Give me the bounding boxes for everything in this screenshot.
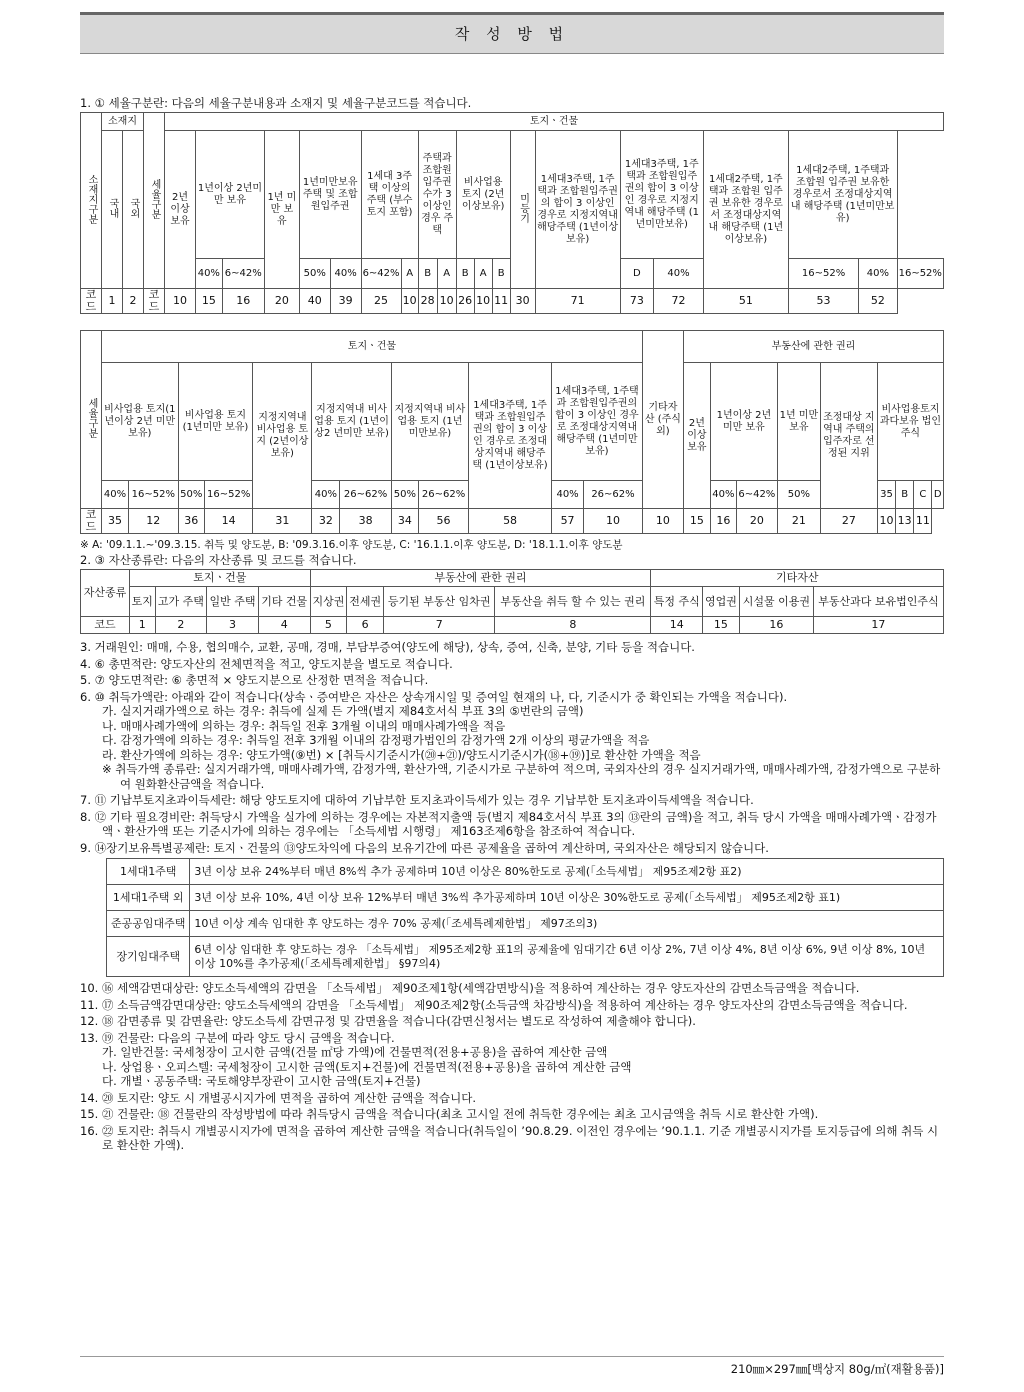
rate-cell: 40% <box>102 481 129 509</box>
col-header: 1년미만보유 주택 및 조합원입주권 <box>299 131 361 259</box>
code-cell: 12 <box>129 509 179 534</box>
deduction-rule: 3년 이상 보유 24%부터 매년 8%씩 추가 공제하며 10년 이상은 80%한도로 공제(「소득세법」 제95조제2항 표2) <box>190 859 944 885</box>
code-cell: 20 <box>264 289 299 314</box>
rate-cell: 50% <box>178 481 204 509</box>
col-header: 1년 미만 보유 <box>777 363 820 481</box>
code-cell: 15 <box>196 289 223 314</box>
deduction-rule: 3년 이상 보유 10%, 4년 이상 보유 12%부터 매년 3%씩 추가공제하며 10년 이상은 30%한도로 공제(「소득세법」 제95조제2항 표1) <box>190 885 944 911</box>
rate-cell: 26~62% <box>584 481 643 509</box>
rate-cell: 16~52% <box>897 259 943 289</box>
code-cell: 3 <box>207 617 259 634</box>
code-cell: 26 <box>456 289 474 314</box>
col-header: 시설물 이용권 <box>739 587 813 617</box>
code-cell: 6 <box>347 617 384 634</box>
col-header: 전세권 <box>347 587 384 617</box>
rate-cell: 50% <box>777 481 820 509</box>
header-location-type: 소재지구분 <box>81 113 102 289</box>
instruction-item: 4. ⑥ 총면적란: 양도자산의 전체면적을 적고, 양도지분을 별도로 적습니다. <box>80 656 453 671</box>
deduction-type: 장기임대주택 <box>107 937 190 977</box>
col-header: 지정지역내 비사업용 토지 (1년미만보유) <box>391 363 468 481</box>
col-header: 지정지역내 비사업용 토지 (2년이상 보유) <box>253 363 312 509</box>
col-header: 영업권 <box>703 587 740 617</box>
code-cell: 25 <box>361 289 401 314</box>
instruction-item: 6. ⑩ 취득가액란: 아래와 같이 적습니다(상속ㆍ증여받은 자산은 상속개시일 및 증여일 현재의 나, 다, 기준시가 중 확인되는 가액을 적습니다). <box>80 689 788 704</box>
header-group: 토지ㆍ건물 <box>130 570 311 587</box>
code-cell: 16 <box>739 617 813 634</box>
code-cell: 31 <box>253 509 312 534</box>
col-header: 부동산을 취득 할 수 있는 권리 <box>495 587 651 617</box>
rate-cell: B <box>896 481 914 509</box>
instruction-subitem: 나. 매매사례가액에 의하는 경우: 취득일 전후 3개월 이내의 매매사례가액을 적음 <box>102 718 506 733</box>
col-header: 비사업용토지 과다보유 법인주식 <box>877 363 943 481</box>
asset-type-table <box>80 569 944 634</box>
header-real-estate-rights: 부동산에 관한 권리 <box>683 331 943 363</box>
instruction-subitem: ※ 취득가액 종류란: 실지거래가액, 매매사례가액, 감정가액, 환산가액, 기준시가로 구분하여 적으며, 국외자산의 경우 실지거래가액, 매매사례가액, 감정가액으로 구분하여 원화환산금액을 적습니다. <box>102 762 941 791</box>
col-header: 토지 <box>130 587 156 617</box>
header-other-assets: 기타자산 (주식외) <box>642 331 683 509</box>
rate-cell: 16~52% <box>788 259 858 289</box>
code-cell: 16 <box>222 289 264 314</box>
instruction-item: 9. ⑭장기보유특별공제란: 토지ㆍ건물의 ⑬양도차익에 다음의 보유기간에 따른 공제율을 곱하여 계산하며, 국외자산은 해당되지 않습니다. <box>80 840 769 855</box>
code-cell: 28 <box>418 289 437 314</box>
page-title: 작 성 방 법 <box>80 12 944 54</box>
code-cell: 7 <box>384 617 495 634</box>
rate-cell: A <box>401 259 418 289</box>
rate-cell: 40% <box>196 259 223 289</box>
code-cell: 73 <box>620 289 653 314</box>
header-domestic: 국내 <box>102 131 123 289</box>
code-cell: 15 <box>683 509 710 534</box>
code-cell: 32 <box>312 509 340 534</box>
header-foreign: 국외 <box>123 131 144 289</box>
code-cell: 13 <box>896 509 914 534</box>
instruction-item: 10. ⑯ 세액감면대상란: 양도소득세액의 감면을 「소득세법」 제90조제1항(세액감면방식)을 적용하여 계산하는 경우 양도자산의 감면소득금액을 적습니다. <box>80 981 860 995</box>
code-cell: 5 <box>310 617 347 634</box>
code-cell: 10 <box>165 289 196 314</box>
code-label: 코드 <box>81 617 130 634</box>
code-cell: 1 <box>130 617 156 634</box>
instruction-item: 16. ㉒ 토지란: 취득시 개별공시지가에 면적을 곱하여 계산한 금액을 적습니다(취득일이 ’90.8.29. 이전인 경우에는 ’90.1.1. 기준 개별공시지가를 토지등급에 의해 취득 시로 환산한 가액). <box>80 1123 939 1152</box>
instruction-item: 12. ⑱ 감면종류 및 감면율란: 양도소득세 감면규정 및 감면율을 적습니다(감면신청서는 별도로 작성하여 제출해야 합니다). <box>80 1014 696 1028</box>
tax-rate-table-2 <box>80 330 944 534</box>
code-cell: 71 <box>535 289 620 314</box>
col-header: 1세대 3주택 이상의 주택 (부수 토지 포함) <box>361 131 418 259</box>
col-header: 1세대3주택, 1주택과 조합원입주권의 합이 3 이상인 경우로 지정지역내 해당주택 (1년이상보유) <box>535 131 620 289</box>
date-note: ※ A: '09.1.1.~'09.3.15. 취득 및 양도분, B: '09.3.16.이후 양도분, C: '16.1.1.이후 양도분, D: '18.1.1.이후 양도분 <box>80 539 623 551</box>
code-cell: 72 <box>654 289 704 314</box>
instruction-subitem: 다. 개별ㆍ공동주택: 국토해양부장관이 고시한 금액(토지+건물) <box>102 1074 421 1088</box>
code-cell: 15 <box>703 617 740 634</box>
col-header: 미등기 <box>510 131 535 289</box>
col-header: 1세대2주택, 1주택과 조합원 입주권 보유한 경우로서 조정대상지역 내 해당주택 (1년이상보유) <box>703 131 788 289</box>
code-cell: 8 <box>495 617 651 634</box>
col-header: 부동산과다 보유법인주식 <box>813 587 943 617</box>
rate-cell: C <box>914 481 932 509</box>
rate-cell: 40% <box>312 481 340 509</box>
code-cell: 10 <box>401 289 418 314</box>
col-header: 1년이상 2년미만 보유 <box>196 131 265 259</box>
deduction-type: 1세대1주택 외 <box>107 885 190 911</box>
code-cell: 57 <box>552 509 584 534</box>
instruction-subitem: 가. 실지거래가액으로 하는 경우: 취득에 실제 든 가액(별지 제84호서식 부표 3의 ⑤번란의 금액) <box>102 704 584 718</box>
header-tax-type: 세율구분 <box>144 113 165 289</box>
col-header: 2년 이상 보유 <box>683 363 710 509</box>
code-cell: 40 <box>299 289 330 314</box>
deduction-rule: 10년 이상 계속 임대한 후 양도하는 경우 70% 공제(「조세특례제한법」 제97조의3) <box>190 911 944 937</box>
col-header: 기타 건물 <box>258 587 310 617</box>
rate-cell: 26~62% <box>340 481 391 509</box>
code-cell: 10 <box>437 289 456 314</box>
code-cell: 16 <box>710 509 736 534</box>
code-cell: 10 <box>474 289 492 314</box>
rate-cell: B <box>492 259 510 289</box>
code-cell: 17 <box>813 617 943 634</box>
code-cell: 30 <box>510 289 535 314</box>
rate-cell: 40% <box>859 259 897 289</box>
instruction-item: 8. ⑫ 기타 필요경비란: 취득당시 가액을 실가에 의하는 경우에는 자본적지출액 등(별지 제84호서식 부표 3의 ⑬란의 금액)을 적고, 취득 당시 가액을 매매사례가액ㆍ감정가액ㆍ환산가액 또는 기준시가에 의하는 경우에는 「소득세법 시행령」 제163조제6항을 참조하여 적습니다. <box>80 809 937 838</box>
code-cell: 10 <box>877 509 895 534</box>
code-cell: 52 <box>859 289 897 314</box>
instruction-item: 5. ⑦ 양도면적란: ⑥ 총면적 × 양도지분으로 산정한 면적을 적습니다. <box>80 673 429 687</box>
code-label: 코드 <box>81 289 102 314</box>
code-label: 코드 <box>81 509 102 534</box>
rate-cell: 40% <box>654 259 704 289</box>
code-cell: 20 <box>736 509 777 534</box>
rate-cell: A <box>474 259 492 289</box>
code-cell: 21 <box>777 509 820 534</box>
instruction-subitem: 가. 일반건물: 국세청장이 고시한 금액(건물 ㎡당 가액)에 건물면적(전용+공용)을 곱하여 계산한 금액 <box>102 1045 608 1059</box>
rate-cell: 35 <box>877 481 895 509</box>
tax-rate-table-1 <box>80 112 944 314</box>
col-header: 고가 주택 <box>155 587 207 617</box>
col-header: 1년이상 2년미만 보유 <box>710 363 777 481</box>
rate-cell: 50% <box>299 259 330 289</box>
col-header: 조정대상 지역내 주택의 입주자로 선정된 지위 <box>820 363 877 509</box>
instruction-item: 3. 거래원인: 매매, 수용, 협의매수, 교환, 공매, 경매, 부담부증여(양도에 해당), 상속, 증여, 신축, 분양, 기타 등을 적습니다. <box>80 640 695 654</box>
rate-cell: D <box>620 259 653 289</box>
code-cell: 38 <box>340 509 391 534</box>
code-cell: 10 <box>642 509 683 534</box>
code-cell: 34 <box>391 509 418 534</box>
paper-spec-footer: 210㎜×297㎜[백상지 80g/㎡(재활용품)] <box>80 1356 944 1377</box>
form-page <box>80 12 944 1153</box>
rate-cell: 6~42% <box>361 259 401 289</box>
deduction-type: 준공공임대주택 <box>107 911 190 937</box>
header-asset-kind: 자산종류 <box>81 570 130 617</box>
code-cell: 14 <box>651 617 703 634</box>
code-cell: 10 <box>584 509 643 534</box>
instruction-subitem: 나. 상업용ㆍ오피스텔: 국세청장이 고시한 금액(토지+건물)에 건물면적(전용+공용)을 곱하여 계산한 금액 <box>102 1059 632 1074</box>
instructions <box>80 640 944 855</box>
rate-cell: 26~62% <box>419 481 469 509</box>
instruction-item: 14. ⑳ 토지란: 양도 시 개별공시지가에 면적을 곱하여 계산한 금액을 적습니다. <box>80 1090 477 1105</box>
header-group: 부동산에 관한 권리 <box>310 570 651 587</box>
long-term-deduction-table <box>106 858 944 977</box>
instruction-item: 15. ㉑ 건물란: ⑱ 건물란의 작성방법에 따라 취득당시 금액을 적습니다(최초 고시일 전에 취득한 경우에는 최초 고시금액을 취득 시로 환산한 가액). <box>80 1107 819 1121</box>
rate-cell: 6~42% <box>222 259 264 289</box>
code-cell: 2 <box>123 289 144 314</box>
col-header: 특정 주식 <box>651 587 703 617</box>
col-header: 1세대2주택, 1주택과 조합원 입주권 보유한 경우로서 조정대상지역 내 해당주택 (1년미만보유) <box>788 131 897 259</box>
header-tax-type: 세율구분 <box>81 331 102 509</box>
code-cell: 27 <box>820 509 877 534</box>
rate-cell: 16~52% <box>204 481 252 509</box>
col-header: 1세대3주택, 1주택과 조합원입주권의 합이 3 이상인 경우로 조정대상지역내 해당주택 (1년미만보유) <box>552 363 643 481</box>
rate-cell: 50% <box>391 481 418 509</box>
header-land-building: 토지ㆍ건물 <box>102 331 643 363</box>
instruction-item: 13. ⑲ 건물란: 다음의 구분에 따라 양도 당시 금액을 적습니다. <box>80 1030 395 1045</box>
code-cell: 11 <box>914 509 932 534</box>
rate-cell: B <box>456 259 474 289</box>
col-header: 1년 미만 보유 <box>264 131 299 289</box>
code-cell: 58 <box>469 509 552 534</box>
code-cell: 1 <box>102 289 123 314</box>
rate-cell: 40% <box>330 259 361 289</box>
rate-cell: 40% <box>710 481 736 509</box>
instructions-2 <box>80 981 944 1153</box>
code-cell: 35 <box>102 509 129 534</box>
instruction-subitem: 라. 환산가액에 의하는 경우: 양도가액(⑨번) × [취득시기준시가(⑳+㉑)/양도시기준시가(⑱+⑲)]로 환산한 가액을 적음 <box>102 747 701 762</box>
header-group: 기타자산 <box>651 570 944 587</box>
code-cell: 53 <box>788 289 858 314</box>
rate-cell: A <box>437 259 456 289</box>
col-header: 일반 주택 <box>207 587 259 617</box>
code-cell: 11 <box>492 289 510 314</box>
col-header: 비사업용 토지 (2년이상보유) <box>456 131 510 259</box>
col-header: 비사업용 토지 (1년미만 보유) <box>178 363 253 481</box>
section-1-heading: 1. ① 세율구분란: 다음의 세율구분내용과 소재지 및 세율구분코드를 적습니다. <box>80 96 472 110</box>
col-header: 2년 이상 보유 <box>165 131 196 289</box>
code-cell: 39 <box>330 289 361 314</box>
col-header: 지정지역내 비사업용 토지 (1년이상2 년미만 보유) <box>312 363 391 481</box>
rate-cell: 6~42% <box>736 481 777 509</box>
deduction-type: 1세대1주택 <box>107 859 190 885</box>
rate-cell: 16~52% <box>129 481 179 509</box>
deduction-rule: 6년 이상 임대한 후 양도하는 경우 「소득세법」 제95조제2항 표1의 공제율에 임대기간 6년 이상 2%, 7년 이상 4%, 8년 이상 6%, 9년 이상 8%, 10년 이상 10%를 추가공제(「조세특례제한법」 §97의4) <box>190 937 944 977</box>
header-location: 소재지 <box>102 113 144 131</box>
code-cell: 코드 <box>144 289 165 314</box>
code-cell: 4 <box>258 617 310 634</box>
rate-cell: B <box>418 259 437 289</box>
rate-cell: 40% <box>552 481 584 509</box>
col-header: 비사업용 토지(1년이상 2년 미만보유) <box>102 363 179 481</box>
code-cell: 14 <box>204 509 252 534</box>
rate-cell: D <box>932 481 944 509</box>
col-header: 등기된 부동산 임차권 <box>384 587 495 617</box>
code-cell: 36 <box>178 509 204 534</box>
instruction-item: 7. ⑪ 기납부토지초과이득세란: 해당 양도토지에 대하여 기납부한 토지초과이득세가 있는 경우 기납부한 토지초과이득세액을 적습니다. <box>80 793 754 807</box>
col-header: 1세대3주택, 1주택과 조합원입주권의 합이 3 이상인 경우로 지정지역내 해당주택 (1년미만보유) <box>620 131 703 259</box>
col-header: 1세대3주택, 1주택과 조합원입주권의 합이 3 이상인 경우로 조정대상지역내 해당주택 (1년이상보유) <box>469 363 552 509</box>
section-2-heading: 2. ③ 자산종류란: 다음의 자산종류 및 코드를 적습니다. <box>80 553 357 567</box>
col-header: 지상권 <box>310 587 347 617</box>
header-land-building: 토지ㆍ건물 <box>165 113 944 131</box>
instruction-item: 11. ⑰ 소득금액감면대상란: 양도소득세액의 감면을 「소득세법」 제90조제2항(소득금액 차감방식)을 적용하여 계산하는 경우 양도자산의 감면소득금액을 적습니다. <box>80 997 908 1012</box>
code-cell: 51 <box>703 289 788 314</box>
instruction-subitem: 다. 감정가액에 의하는 경우: 취득일 전후 3개월 이내의 감정평가법인의 감정가액 2개 이상의 평균가액을 적음 <box>102 733 650 747</box>
code-cell: 2 <box>155 617 207 634</box>
code-cell: 56 <box>419 509 469 534</box>
col-header: 주택과 조합원 입주권수가 3이상인 경우 주택 <box>418 131 456 259</box>
